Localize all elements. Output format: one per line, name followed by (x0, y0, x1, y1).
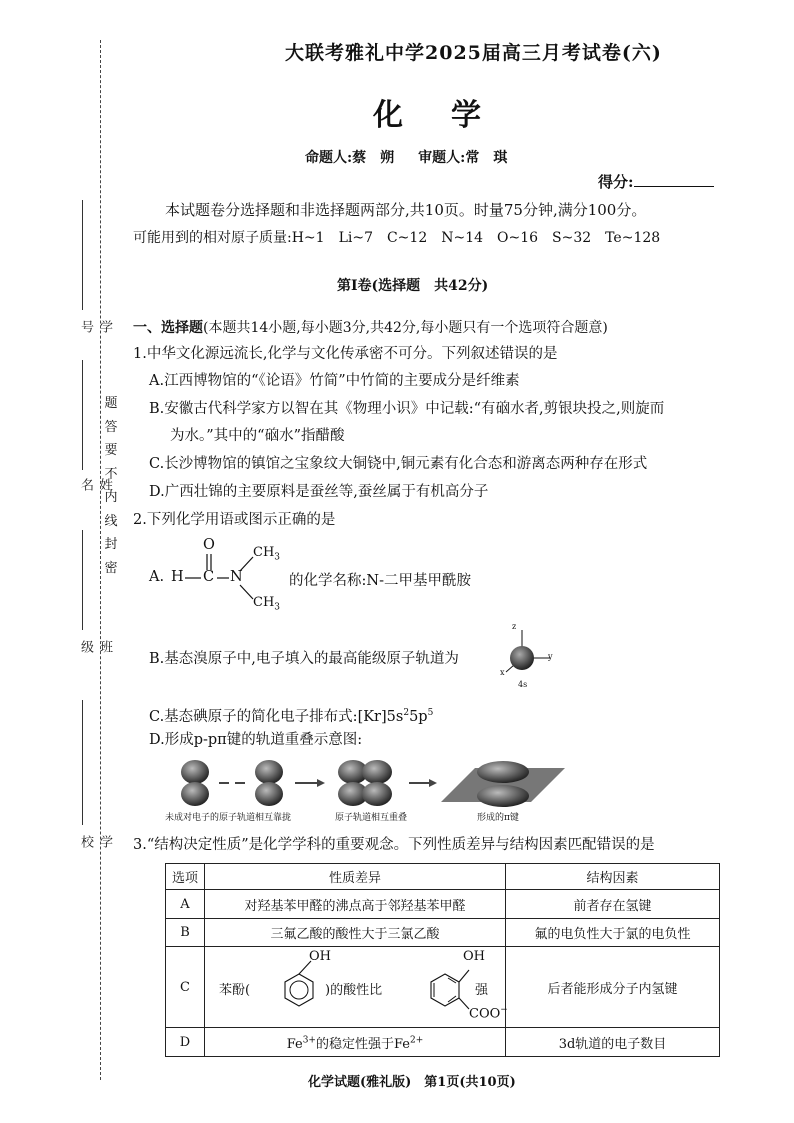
page-footer: 化学试题(雅礼版) 第1页(共10页) (308, 1075, 516, 1090)
axis-x: x (500, 668, 505, 677)
seal-char: 线 (104, 513, 118, 529)
pi-bond-diagram (165, 758, 725, 824)
methyl-bottom (253, 595, 280, 613)
table-row (166, 890, 720, 919)
phenol-oh: OH (309, 949, 331, 964)
exam-intro: 本试题卷分选择题和非选择题两部分,共10页。时量75分钟,满分100分。 (165, 201, 647, 219)
q1-option-c: C.长沙博物馆的镇馆之宝象纹大铜铙中,铜元素有化合态和游离态两种存在形式 (149, 456, 648, 472)
header-cause: 结构因素 (506, 864, 720, 890)
q1-option-b: B.安徽古代科学家方以智在其《物理小识》中记载:“有硇水者,剪银块投之,则旋而 (149, 401, 665, 417)
score-field (598, 171, 714, 192)
q2-stem: 2.下列化学用语或图示正确的是 (133, 512, 336, 528)
exam-title: 大联考雅礼中学2025届高三月考试卷(六) (285, 42, 662, 64)
atom-n: N (230, 569, 243, 585)
methyl-top (253, 545, 280, 563)
student-no-label: 学号 (78, 320, 112, 335)
q1-option-a: A.江西博物馆的“《论语》竹简”中竹简的主要成分是纤维素 (149, 373, 520, 389)
table-row (166, 1028, 720, 1057)
reviewer-name: 常 琪 (465, 150, 508, 166)
seal-char: 答 (104, 419, 118, 435)
table-header-row (166, 864, 720, 890)
name-blank[interactable] (82, 360, 83, 470)
phenol-prefix: 苯酚( (219, 983, 251, 998)
row-property: 三氟乙酸的酸性大于三氯乙酸 (205, 919, 506, 947)
seal-warning (102, 392, 120, 580)
atom-c: C (203, 569, 215, 585)
score-label: 得分: (598, 173, 634, 191)
phenol-mid: )的酸性比 (325, 983, 383, 998)
row-cause: 前者存在氢键 (506, 890, 720, 919)
section-title: 一、选择题 (133, 320, 203, 336)
class-label: 班级 (78, 640, 112, 655)
axis-y: y (548, 652, 553, 661)
row-cause: 3d轨道的电子数目 (506, 1028, 720, 1057)
q2a-prefix: A. (149, 569, 165, 585)
student-no-blank[interactable] (82, 200, 83, 310)
section-desc: (本题共14小题,每小题3分,共42分,每小题只有一个选项符合题意) (203, 320, 608, 336)
q2-option-c (149, 702, 433, 728)
reviewer-label: 审题人: (418, 150, 466, 166)
coo-text: COO (469, 1006, 501, 1022)
row-option: B (166, 919, 205, 947)
methyl-sub: 3 (274, 602, 281, 613)
seal-char: 封 (104, 537, 118, 552)
class-blank[interactable] (82, 530, 83, 630)
header-property: 性质差异 (205, 864, 506, 890)
salicylate-coo (469, 1005, 508, 1021)
q2c-s-sup: 2 (403, 708, 410, 718)
part-title: 第Ⅰ卷(选择题 共42分) (337, 278, 489, 294)
setter-label: 命题人: (305, 150, 353, 166)
s-orbital-diagram (500, 622, 560, 692)
seal-char: 密 (104, 560, 118, 576)
q3-stem: 3.“结构决定性质”是化学学科的重要观念。下列性质差异与结构因素匹配错误的是 (133, 837, 655, 853)
q2-option-d: D.形成p-pπ键的轨道重叠示意图: (149, 732, 363, 748)
setters-line (305, 147, 507, 167)
fe3-text: Fe (286, 1036, 303, 1052)
coo-charge: − (500, 1005, 508, 1015)
q2c-pre: C.基态碘原子的简化电子排布式:[Kr]5s (149, 708, 404, 725)
seal-char: 要 (104, 443, 118, 458)
caption-approach: 未成对电子的原子轨道相互靠拢 (165, 813, 292, 823)
orbital-label: 4s (518, 680, 528, 689)
atom-o: O (203, 537, 215, 553)
q2c-p-sup: 5 (427, 708, 434, 718)
methyl-text: CH (253, 595, 275, 610)
seal-char: 不 (104, 466, 118, 482)
row-property: 对羟基苯甲醛的沸点高于邻羟基苯甲醛 (205, 890, 506, 919)
caption-overlap: 原子轨道相互重叠 (335, 813, 408, 823)
row-d-mid: 的稳定性强于 (315, 1036, 394, 1052)
row-cause: 氟的电负性大于氯的电负性 (506, 919, 720, 947)
caption-pi-bond: 形成的π键 (477, 813, 519, 823)
q1-option-d: D.广西壮锦的主要原料是蚕丝等,蚕丝属于有机高分子 (149, 484, 489, 500)
methyl-text: CH (253, 545, 275, 560)
q2a-suffix: 的化学名称:N-二甲基甲酰胺 (289, 573, 471, 589)
row-option: D (166, 1028, 205, 1057)
section-heading (133, 317, 608, 337)
salicylate-oh: OH (463, 949, 485, 964)
school-blank[interactable] (82, 700, 83, 825)
score-blank[interactable] (634, 174, 714, 187)
row-property-structures (205, 947, 506, 1028)
fe3-charge: 3+ (302, 1035, 316, 1046)
phenol-post: 强 (475, 983, 489, 998)
subject-title: 化学 (373, 98, 529, 133)
table-row (166, 919, 720, 947)
q2c-mid: 5p (409, 708, 428, 725)
name-label: 姓名 (78, 478, 112, 493)
header-option: 选项 (166, 864, 205, 890)
seal-char: 题 (104, 396, 118, 411)
row-option: A (166, 890, 205, 919)
binding-dashed-line (100, 40, 101, 1080)
q1-stem: 1.中华文化源远流长,化学与文化传承密不可分。下列叙述错误的是 (133, 346, 558, 362)
pi-bond-illustration (165, 758, 725, 808)
axis-z: z (512, 622, 517, 631)
table-row (166, 947, 720, 1028)
seal-char: 内 (104, 490, 118, 505)
fe2-text: Fe (394, 1036, 411, 1052)
row-option: C (166, 947, 205, 1028)
setter-name: 蔡 朔 (352, 150, 395, 166)
q2-option-b: B.基态溴原子中,电子填入的最高能级原子轨道为 (149, 651, 459, 667)
q3-table (165, 863, 720, 1057)
methyl-sub: 3 (274, 552, 281, 563)
fe2-charge: 2+ (410, 1035, 424, 1046)
atomic-masses: 可能用到的相对原子质量:H~1 Li~7 C~12 N~14 O~16 S~32 Te~128 (133, 230, 661, 246)
atom-h: H (171, 569, 184, 585)
row-property (205, 1028, 506, 1057)
q1-option-b-cont: 为水。”其中的“硇水”指醋酸 (170, 428, 345, 444)
row-cause: 后者能形成分子内氢键 (506, 947, 720, 1028)
q2-option-a (149, 537, 471, 617)
school-label: 学校 (78, 835, 112, 850)
